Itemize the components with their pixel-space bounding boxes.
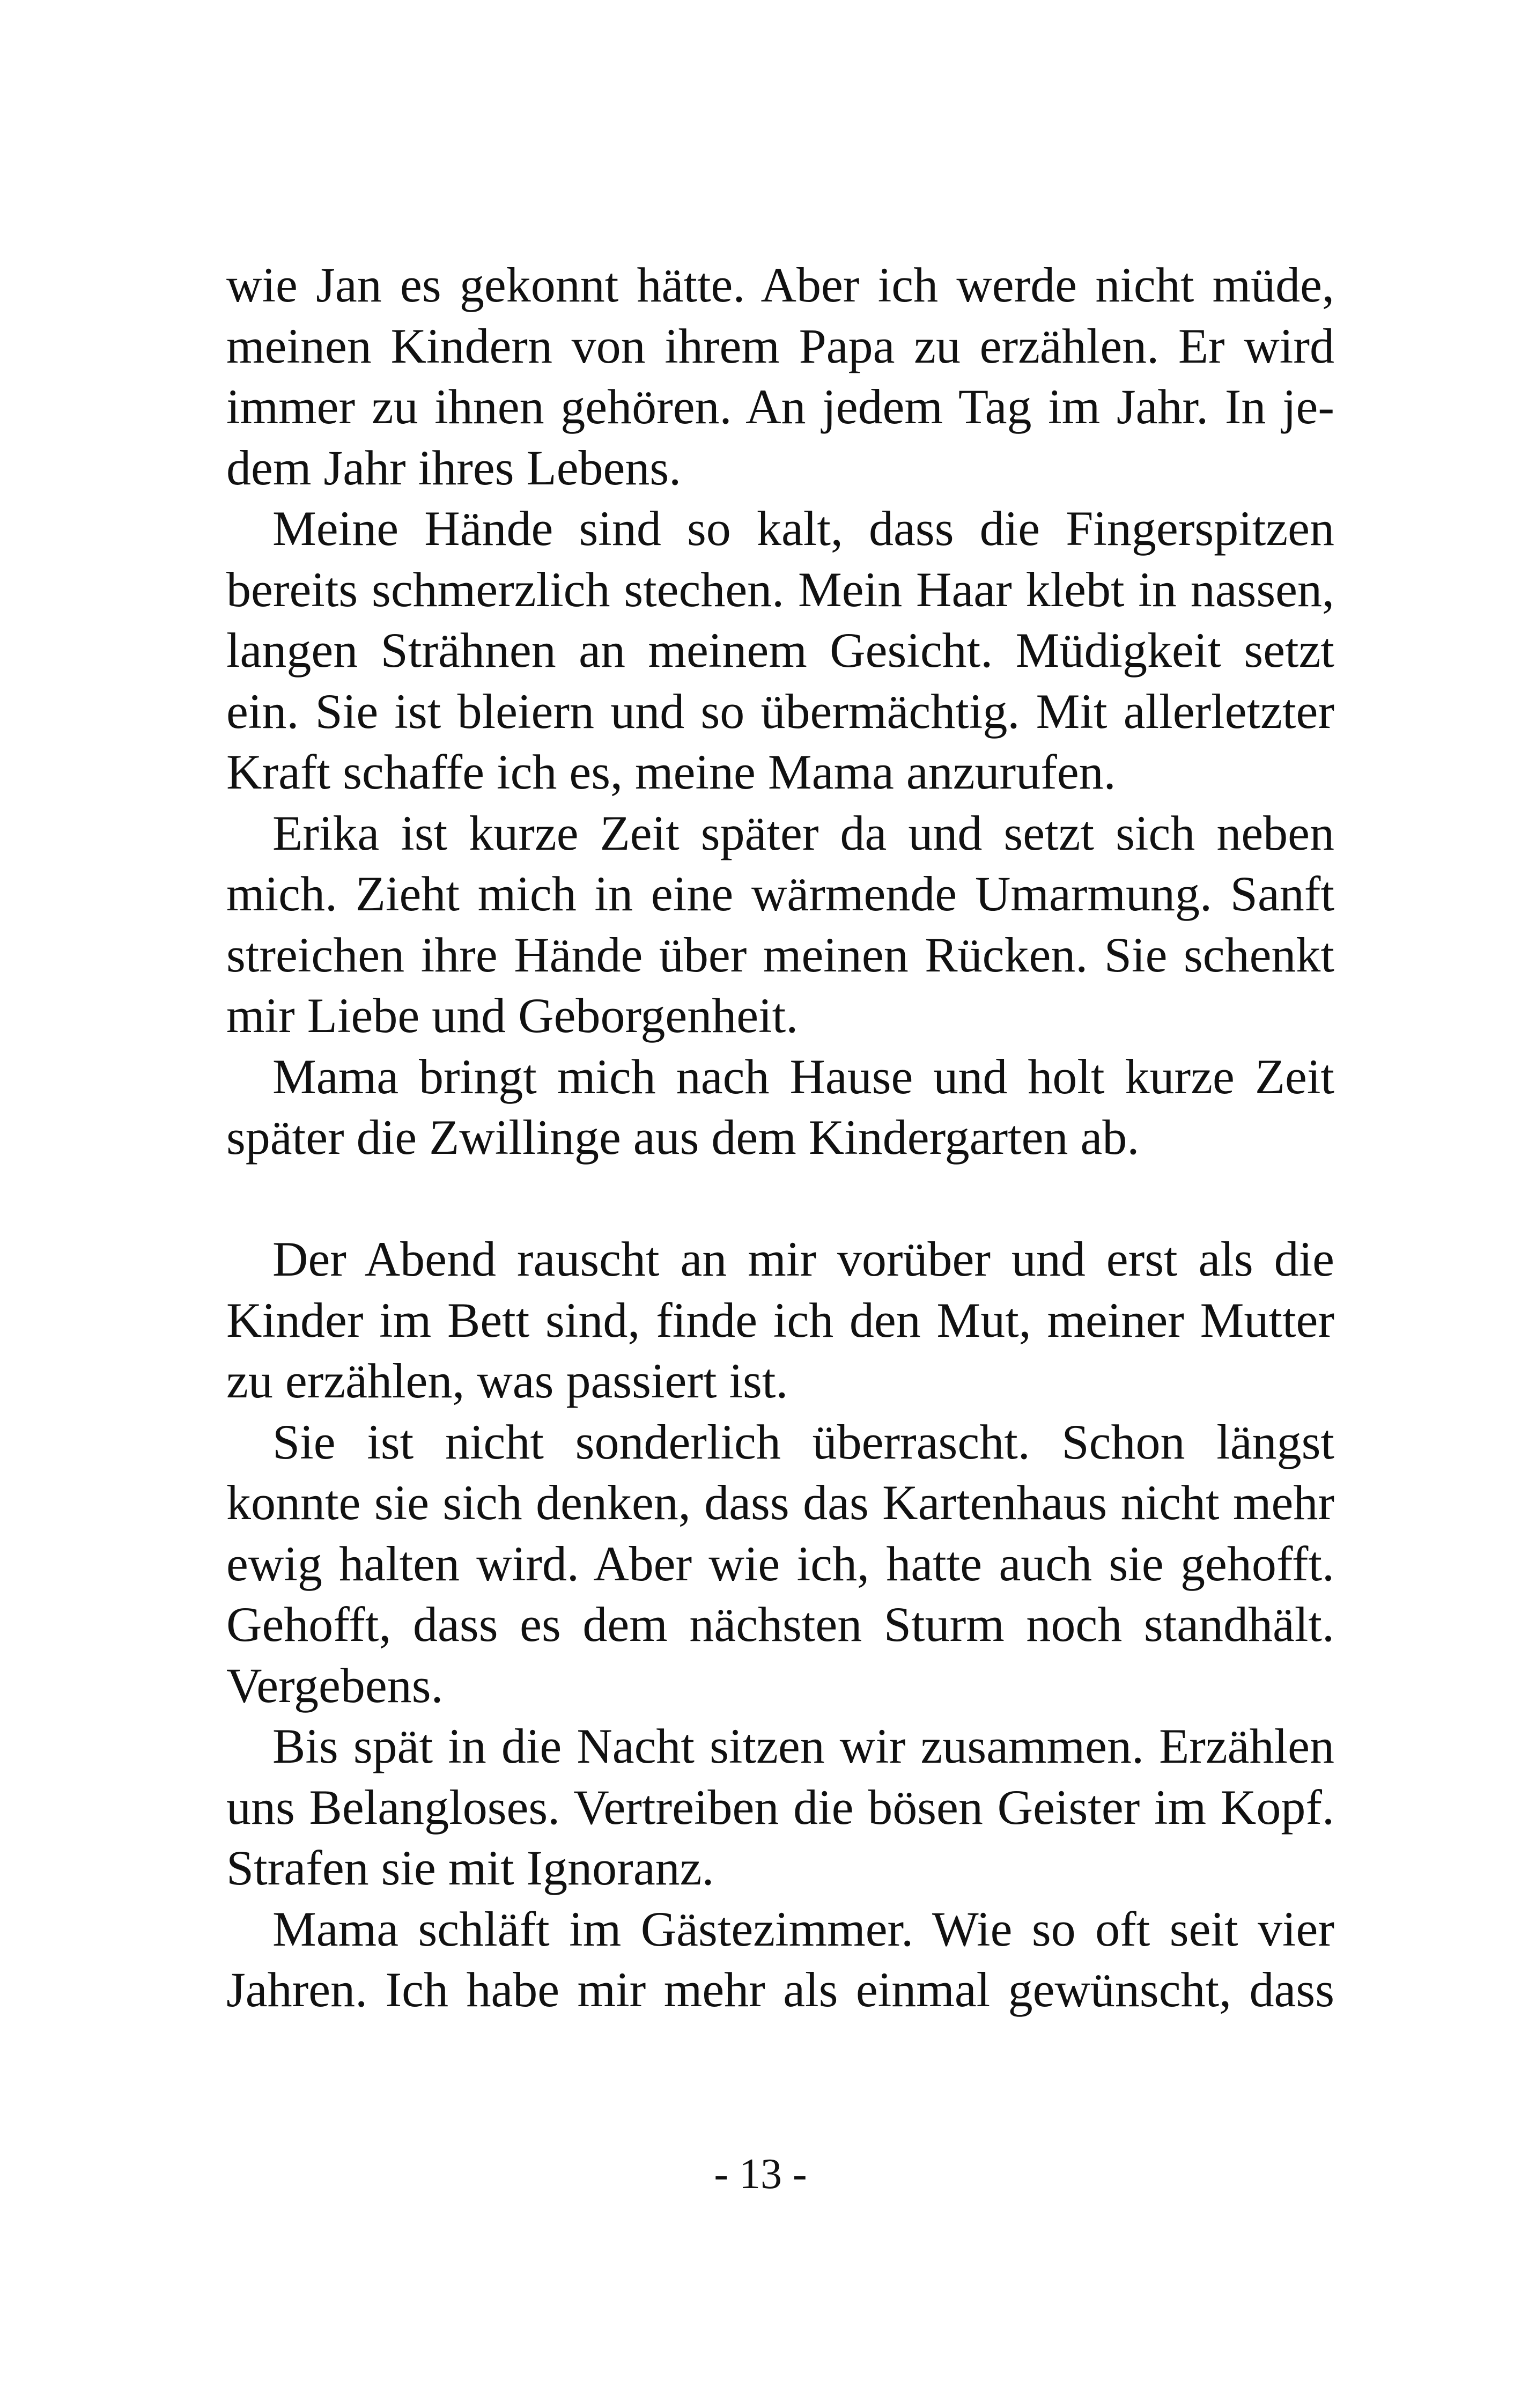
text-line: bereits schmerzlich stechen. Mein Haar klebt in nassen,	[226, 562, 1334, 617]
text-line: konnte sie sich denken, dass das Kartenhaus nicht mehr	[226, 1475, 1334, 1530]
text-line: wie Jan es gekonnt hätte. Aber ich werde nicht müde,	[226, 257, 1334, 312]
text-line: zu erzählen, was passiert ist.	[226, 1353, 788, 1408]
text-line: ewig halten wird. Aber wie ich, hatte auch sie gehofft.	[226, 1536, 1334, 1591]
text-line: Meine Hände sind so kalt, dass die Fingerspitzen	[272, 501, 1334, 556]
text-line: ein. Sie ist bleiern und so übermächtig. Mit allerletzter	[226, 683, 1334, 739]
text-line: Kraft schaffe ich es, meine Mama anzurufen.	[226, 745, 1116, 799]
text-line: Bis spät in die Nacht sitzen wir zusammen. Erzählen	[272, 1719, 1334, 1773]
page-number: - 13 -	[714, 2151, 807, 2198]
text-line: mich. Zieht mich in eine wärmende Umarmung. Sanft	[226, 866, 1334, 921]
text-line: später die Zwillinge aus dem Kindergarten ab.	[226, 1110, 1140, 1165]
text-line: Mama schläft im Gästezimmer. Wie so oft seit vier	[272, 1901, 1334, 1956]
text-line: Der Abend rauscht an mir vorüber und erst als die	[272, 1232, 1334, 1286]
text-line: Mama bringt mich nach Hause und holt kurze Zeit	[272, 1049, 1334, 1104]
text-line: meinen Kindern von ihrem Papa zu erzählen. Er wird	[226, 318, 1334, 373]
text-line: mir Liebe und Geborgenheit.	[226, 988, 799, 1043]
paragraph-gap	[226, 1168, 1334, 1229]
text-line: Strafen sie mit Ignoranz.	[226, 1840, 714, 1895]
text-line: Sie ist nicht sonderlich überrascht. Schon längst	[272, 1414, 1334, 1469]
text-line: Vergebens.	[226, 1658, 444, 1713]
body-text	[226, 255, 1334, 2021]
text-line: Gehofft, dass es dem nächsten Sturm noch standhält.	[226, 1597, 1334, 1652]
text-line: Kinder im Bett sind, finde ich den Mut, meiner Mutter	[226, 1292, 1334, 1347]
text-line: dem Jahr ihres Lebens.	[226, 440, 682, 495]
text-line: immer zu ihnen gehören. An jedem Tag im Jahr. In je-	[226, 379, 1334, 434]
text-line: streichen ihre Hände über meinen Rücken. Sie schenkt	[226, 927, 1334, 982]
text-line: Erika ist kurze Zeit später da und setzt sich neben	[272, 805, 1334, 860]
text-line: Jahren. Ich habe mir mehr als einmal gewünscht, dass	[226, 1962, 1334, 2017]
text-line: uns Belangloses. Vertreiben die bösen Geister im Kopf.	[226, 1779, 1334, 1835]
text-line: langen Strähnen an meinem Gesicht. Müdigkeit setzt	[226, 623, 1334, 678]
